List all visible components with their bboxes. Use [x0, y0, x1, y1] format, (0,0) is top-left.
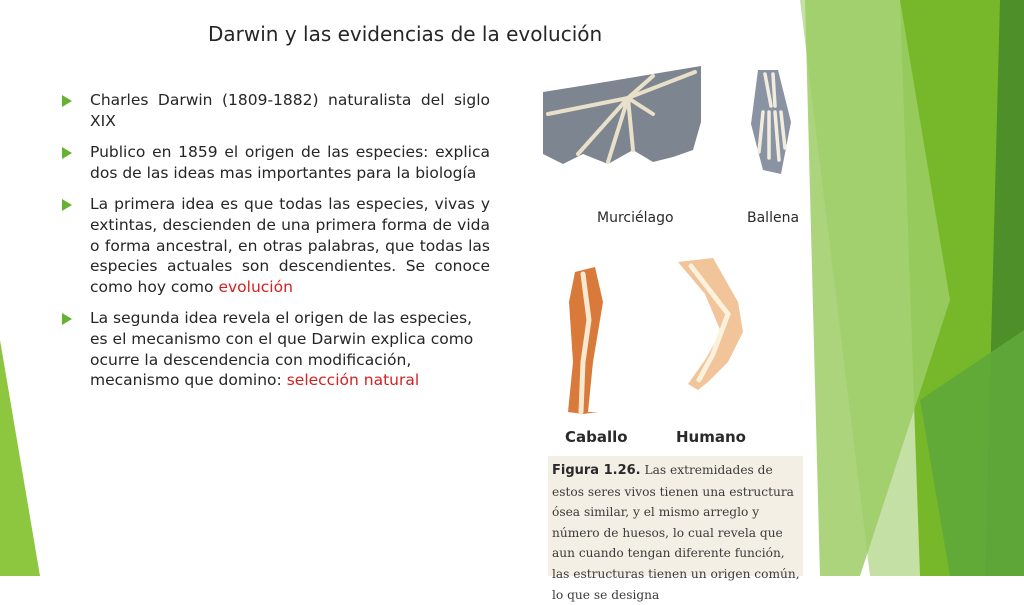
limb-illustrations	[533, 62, 803, 462]
triangle-right-icon	[62, 199, 72, 211]
bullet-text: La segunda idea revela el origen de las especies, es el mecanismo con el que Darwin explica como ocurre la descendencia con modificación, mecanismo que domino:	[90, 309, 474, 390]
bullet-text: La primera idea es que todas las especies, vivas y extintas, descienden de una primera forma de vida o forma ancestral, en otras palabras, que todas las especies actuales son descendientes. Se conoce como hoy como	[90, 195, 490, 296]
bat-wing-illustration	[543, 66, 701, 164]
bullet-item	[60, 90, 490, 131]
horse-leg-illustration	[568, 267, 603, 414]
homologous-limbs-figure	[533, 62, 803, 602]
bullet-text: Charles Darwin (1809-1882) naturalista del siglo XIX	[90, 91, 490, 130]
triangle-right-icon	[62, 313, 72, 325]
figure-caption	[552, 460, 800, 605]
human-arm-illustration	[678, 258, 743, 390]
caption-title: Figura 1.26.	[552, 463, 641, 478]
whale-label: Ballena	[747, 210, 800, 226]
triangle-right-icon	[62, 95, 72, 107]
horse-label: Caballo	[565, 428, 628, 446]
whale-flipper-illustration	[751, 70, 791, 174]
human-label: Humano	[676, 428, 746, 446]
left-corner-shape	[0, 340, 40, 576]
highlight-term: selección natural	[286, 371, 420, 390]
bullet-text: Publico en 1859 el origen de las especies: explica dos de las ideas mas importantes para la biología	[90, 143, 490, 182]
bullet-item	[60, 194, 490, 297]
bullet-list	[60, 90, 490, 402]
slide-title: Darwin y las evidencias de la evolución	[208, 22, 603, 46]
caption-text: Las extremidades de estos seres vivos tienen una estructura ósea similar, y el mismo arreglo y número de huesos, lo cual revela que aun cuando tengan diferente función, las estructuras tienen un origen común, lo que se designa	[552, 463, 800, 602]
highlight-term: evolución	[218, 277, 293, 296]
bat-label: Murciélago	[597, 210, 674, 226]
triangle-right-icon	[62, 147, 72, 159]
bullet-item	[60, 142, 490, 183]
bullet-item	[60, 308, 490, 390]
